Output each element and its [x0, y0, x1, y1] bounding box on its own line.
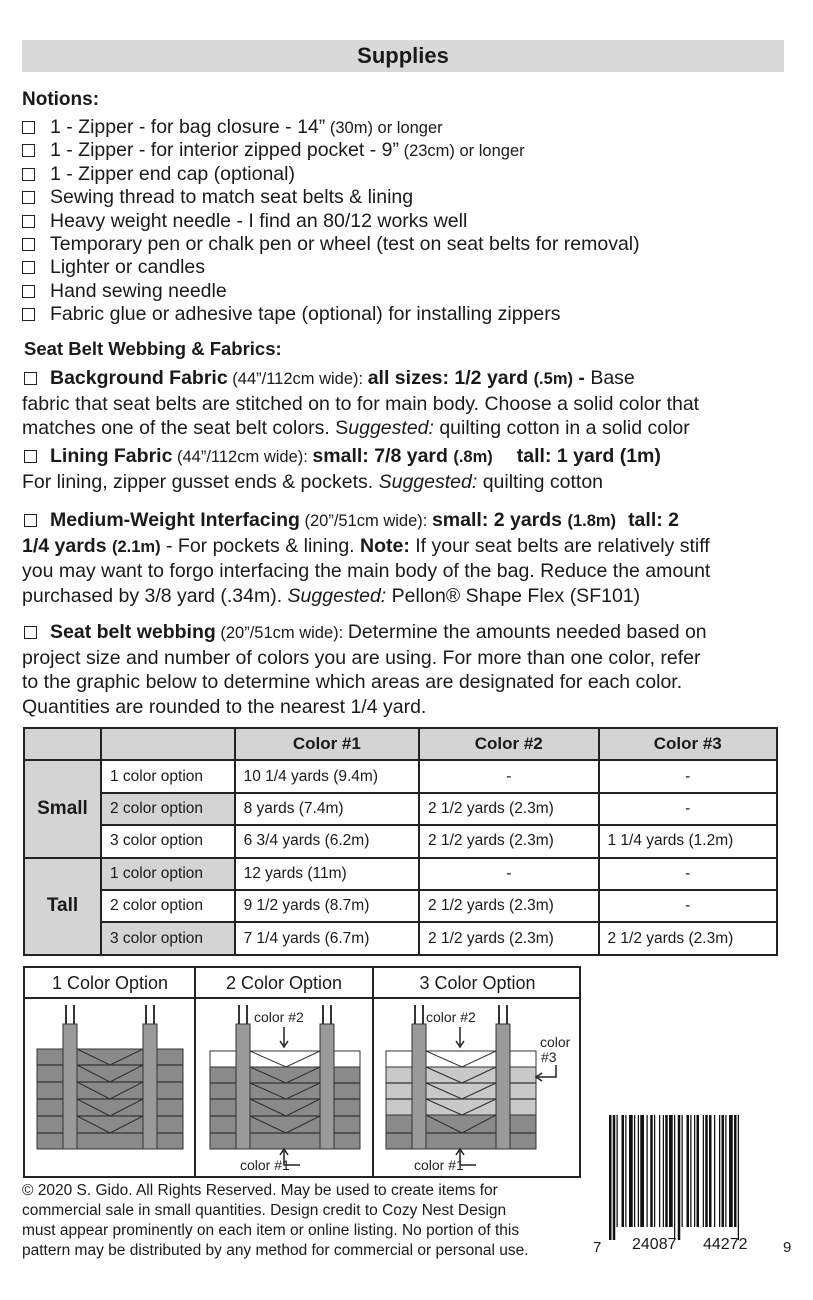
- barcode-bar: [690, 1115, 691, 1227]
- notion-item: [22, 256, 640, 279]
- barcode-bar: [682, 1115, 683, 1227]
- table-cell: 1 1/4 yards (1.2m): [599, 825, 778, 857]
- table-cell: -: [599, 760, 778, 792]
- barcode-bar: [719, 1115, 720, 1227]
- panel-2-color: [196, 968, 372, 1176]
- barcode-bar: [613, 1115, 616, 1240]
- barcode-bar: [714, 1115, 715, 1227]
- notion-item: [22, 186, 640, 209]
- notions-list: [22, 116, 640, 327]
- barcode-bar: [654, 1115, 655, 1227]
- panel-1-color: [25, 968, 195, 1176]
- notion-metric: (23cm) or longer: [398, 142, 525, 161]
- notion-text: Fabric glue or adhesive tape (optional) for installing zippers: [50, 303, 561, 326]
- notion-text: 1 - Zipper end cap (optional): [50, 162, 295, 185]
- background-fabric-item: Background Fabric (44”/112cm wide): all sizes: 1/2 yard (.5m) - Base fabric that seat belts are stitched on to for main body. Choose a solid color that matches one of the seat belt colors. Suggested: quilting cotton in a solid color: [22, 367, 700, 439]
- option-cell: 2 color option: [101, 890, 235, 922]
- fabrics-heading: Seat Belt Webbing & Fabrics:: [24, 338, 282, 359]
- notion-item: [22, 233, 640, 256]
- table-cell: -: [599, 890, 778, 922]
- webbing-item: Seat belt webbing (20”/51cm wide): Determine the amounts needed based on project size and number of colors you are using. For more than one color, refer to the graphic below to determine which areas are designated for each color. Quantities are rounded to the nearest 1/4 yard.: [22, 621, 707, 718]
- size-small: Small: [24, 760, 101, 857]
- barcode-bar: [650, 1115, 653, 1227]
- label-color-1: color #1: [414, 1157, 464, 1173]
- barcode-bar: [738, 1115, 739, 1240]
- barcode-bar: [674, 1115, 675, 1240]
- checkbox-icon[interactable]: [22, 261, 35, 274]
- panel-title: 3 Color Option: [374, 968, 581, 999]
- barcode-bar: [638, 1115, 639, 1227]
- notion-text: Heavy weight needle - I find an 80/12 works well: [50, 209, 468, 232]
- barcode-bar: [665, 1115, 668, 1227]
- barcode-bar: [659, 1115, 660, 1227]
- checkbox-icon[interactable]: [24, 450, 37, 463]
- table-row: [24, 760, 777, 792]
- checkbox-icon[interactable]: [22, 191, 35, 204]
- table-row: [24, 793, 777, 825]
- barcode-bar: [625, 1115, 626, 1227]
- panel-3-color: [374, 968, 581, 1176]
- table-cell: 2 1/2 yards (2.3m): [599, 922, 778, 954]
- table-header-color3: Color #3: [599, 728, 778, 760]
- checkbox-icon[interactable]: [22, 121, 35, 134]
- notion-text: 1 - Zipper - for interior zipped pocket - 9”: [50, 139, 399, 162]
- table-cell: -: [599, 793, 778, 825]
- barcode-bar: [609, 1115, 612, 1240]
- option-cell: 3 color option: [101, 825, 235, 857]
- checkbox-icon[interactable]: [22, 144, 35, 157]
- table-row: [24, 858, 777, 890]
- barcode-lead-digit: 7: [593, 1239, 602, 1256]
- barcode-bar: [640, 1115, 644, 1227]
- checkbox-icon[interactable]: [24, 514, 37, 527]
- barcode-bar: [663, 1115, 664, 1227]
- table-header-row: [24, 728, 777, 760]
- barcode-bar: [703, 1115, 704, 1227]
- barcode-bar: [697, 1115, 700, 1227]
- label-color-3-b: #3: [541, 1049, 557, 1065]
- barcode-check-digit: 9: [783, 1239, 792, 1256]
- barcode-bar: [629, 1115, 633, 1227]
- barcode-bar: [687, 1115, 690, 1227]
- barcode-left-digits: 24087: [632, 1236, 677, 1253]
- table-row: [24, 890, 777, 922]
- size-tall: Tall: [24, 858, 101, 955]
- table-row: [24, 825, 777, 857]
- label-color-2: color #2: [254, 1009, 304, 1025]
- barcode-icon: [607, 1115, 775, 1240]
- barcode-bar: [647, 1115, 648, 1227]
- notion-item: [22, 280, 640, 303]
- copyright-notice: © 2020 S. Gido. All Rights Reserved. May be used to create items for commercial sale in small quantities. Design credit to Cozy Nest Design must appear prominently on each item or online listing. No portion of this pattern may be distributed by any method for commercial or personal use.: [22, 1182, 529, 1259]
- checkbox-icon[interactable]: [22, 238, 35, 251]
- webbing-diagram: [37, 1005, 183, 1149]
- notion-text: Hand sewing needle: [50, 279, 227, 302]
- checkbox-icon[interactable]: [22, 168, 35, 181]
- bag-illustration-1: [25, 999, 195, 1176]
- table-cell: 7 1/4 yards (6.7m): [235, 922, 419, 954]
- webbing-diagram: [386, 1005, 556, 1165]
- label-color-3-a: color: [540, 1034, 571, 1050]
- table-cell: 2 1/2 yards (2.3m): [419, 825, 598, 857]
- label-color-1: color #1: [240, 1157, 290, 1173]
- barcode-bar: [617, 1115, 618, 1227]
- table-cell: 2 1/2 yards (2.3m): [419, 890, 598, 922]
- notion-text: Lighter or candles: [50, 256, 206, 279]
- webbing-diagram: [210, 1005, 360, 1165]
- notion-item: [22, 303, 640, 326]
- option-cell: 3 color option: [101, 922, 235, 954]
- barcode-right-digits: 44272: [703, 1236, 748, 1253]
- page-title: Supplies: [22, 40, 784, 72]
- barcode-bar: [729, 1115, 733, 1227]
- option-cell: 1 color option: [101, 760, 235, 792]
- checkbox-icon[interactable]: [22, 285, 35, 298]
- table-cell: -: [419, 858, 598, 890]
- barcode-bar: [622, 1115, 625, 1227]
- color-option-graphic: [23, 966, 581, 1178]
- table-cell: 2 1/2 yards (2.3m): [419, 922, 598, 954]
- barcode-bar: [734, 1115, 737, 1227]
- notion-text: Temporary pen or chalk pen or wheel (test on seat belts for removal): [50, 232, 640, 255]
- panel-title: 2 Color Option: [196, 968, 372, 999]
- bag-illustration-2: [196, 999, 372, 1176]
- option-cell: 2 color option: [101, 793, 235, 825]
- table-header-color2: Color #2: [419, 728, 598, 760]
- table-cell: 10 1/4 yards (9.4m): [235, 760, 419, 792]
- table-header-blank: [24, 728, 101, 760]
- barcode-bar: [709, 1115, 712, 1227]
- bag-illustration-3: [374, 999, 581, 1176]
- table-header-blank: [101, 728, 235, 760]
- barcode-bar: [669, 1115, 673, 1227]
- notions-heading: Notions:: [22, 89, 100, 110]
- webbing-amounts-table: [23, 727, 778, 956]
- barcode-bar: [705, 1115, 708, 1227]
- table-cell: 12 yards (11m): [235, 858, 419, 890]
- barcode-bar: [634, 1115, 635, 1227]
- option-cell: 1 color option: [101, 858, 235, 890]
- barcode-bar: [725, 1115, 726, 1227]
- checkbox-icon[interactable]: [24, 626, 37, 639]
- notion-item: [22, 116, 640, 139]
- notion-metric: (30m) or longer: [325, 119, 443, 137]
- table-cell: 9 1/2 yards (8.7m): [235, 890, 419, 922]
- notion-item: [22, 139, 640, 162]
- interfacing-item: Medium-Weight Interfacing (20”/51cm wide): small: 2 yards (1.8m) tall: 2 1/4 yards (2.1m) - For pockets & lining. Note: If your seat belts are relatively stiff you may want to forgo interfacing the main body of the bag. Reduce the amount purchased by 3/8 yard (.34m). Suggested: Pellon® Shape Flex (SF101): [22, 509, 711, 607]
- barcode-bar: [678, 1115, 681, 1240]
- panel-title: 1 Color Option: [25, 968, 195, 999]
- table-cell: 6 3/4 yards (6.2m): [235, 825, 419, 857]
- notion-item: [22, 163, 640, 186]
- table-cell: 2 1/2 yards (2.3m): [419, 793, 598, 825]
- table-cell: -: [599, 858, 778, 890]
- barcode-bar: [722, 1115, 725, 1227]
- label-color-2: color #2: [426, 1009, 476, 1025]
- barcode-bar: [694, 1115, 695, 1227]
- notion-text: Sewing thread to match seat belts & lining: [50, 186, 414, 209]
- checkbox-icon[interactable]: [22, 308, 35, 321]
- notion-item: [22, 210, 640, 233]
- table-header-color1: Color #1: [235, 728, 419, 760]
- lining-fabric-item: Lining Fabric (44”/112cm wide): small: 7/8 yard (.8m) tall: 1 yard (1m) For lining, zipper gusset ends & pockets. Suggested: quilting cotton: [22, 445, 661, 493]
- table-cell: -: [419, 760, 598, 792]
- table-row: [24, 922, 777, 954]
- checkbox-icon[interactable]: [22, 215, 35, 228]
- notion-text: 1 - Zipper - for bag closure - 14”: [50, 116, 326, 138]
- checkbox-icon[interactable]: [24, 372, 37, 385]
- table-cell: 8 yards (7.4m): [235, 793, 419, 825]
